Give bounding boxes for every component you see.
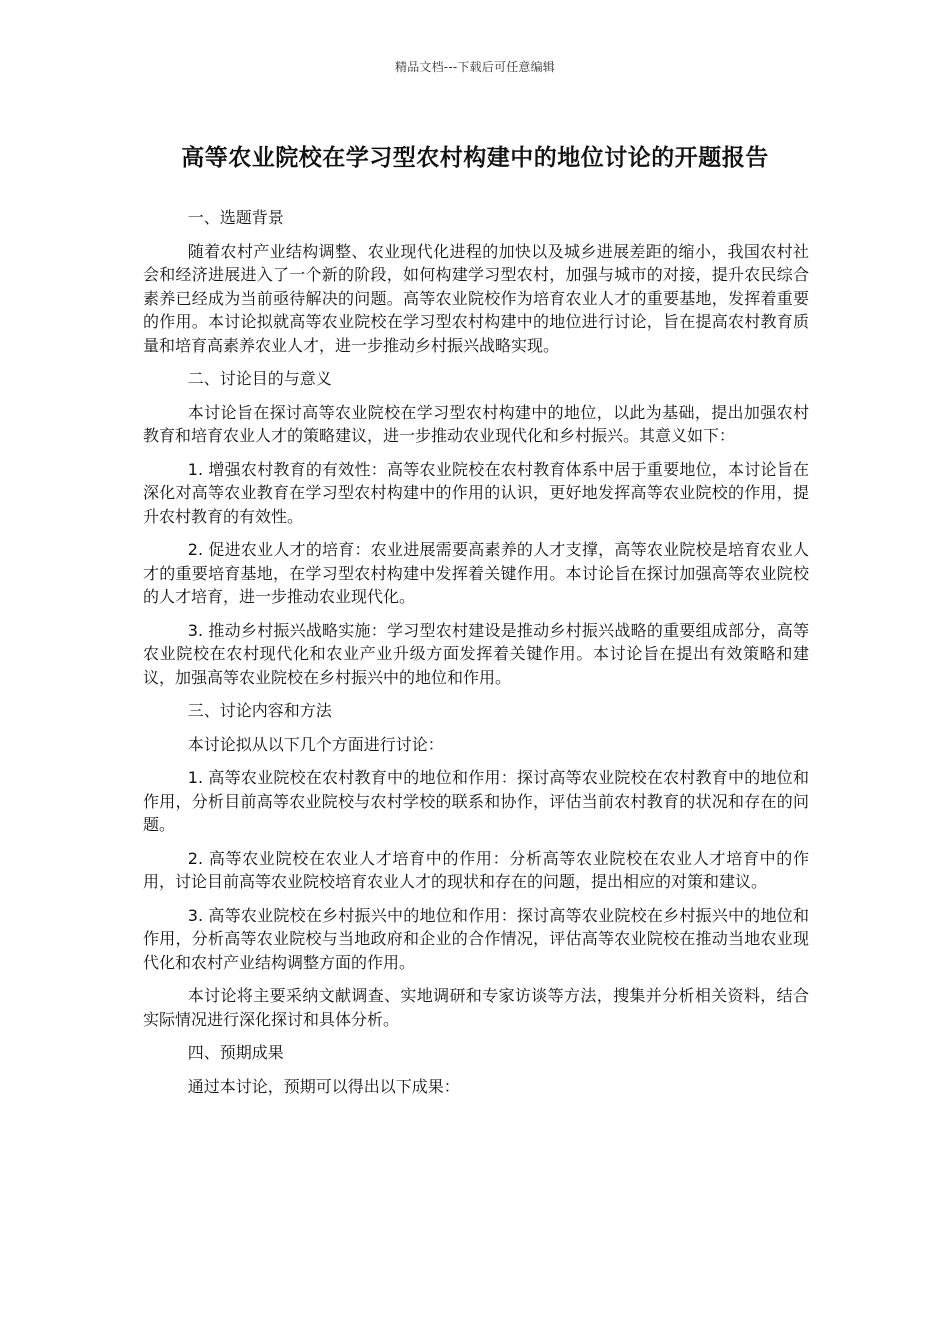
document-title: 高等农业院校在学习型农村构建中的地位讨论的开题报告	[181, 145, 769, 171]
list-item: 3. 高等农业院校在乡村振兴中的地位和作用：探讨高等农业院校在乡村振兴中的地位和作用，分析高等农业院校与当地政府和企业的合作情况，评估高等农业院校在推动当地农业现代化和农村产业结构调整方面的作用。	[143, 905, 809, 972]
paragraph: 本讨论旨在探讨高等农业院校在学习型农村构建中的地位，以此为基础，提出加强农村教育和培育农业人才的策略建议，进一步推动农业现代化和乡村振兴。其意义如下：	[143, 402, 809, 445]
section-heading: 三、讨论内容和方法	[187, 701, 332, 720]
header-note: 精品文档---下载后可任意编辑	[395, 60, 555, 74]
paragraph: 随着农村产业结构调整、农业现代化进程的加快以及城乡进展差距的缩小，我国农村社会和经济进展进入了一个新的阶段，如何构建学习型农村，加强与城市的对接，提升农民综合素养已经成为当前亟待解决的问题。高等农业院校作为培育农业人才的重要基地，发挥着重要的作用。本讨论拟就高等农业院校在学习型农村构建中的地位进行讨论，旨在提高农村教育质量和培育高素养农业人才，进一步推动乡村振兴战略实现。	[143, 241, 809, 355]
document-body	[143, 206, 809, 1108]
list-item: 2. 促进农业人才的培育：农业进展需要高素养的人才支撑，高等农业院校是培育农业人才的重要培育基地，在学习型农村构建中发挥着关键作用。本讨论旨在探讨加强高等农业院校的人才培育，进一步推动农业现代化。	[143, 540, 809, 606]
section-expected-results	[143, 1041, 809, 1098]
section-heading: 二、讨论目的与意义	[187, 369, 332, 388]
list-item: 1. 增强农村教育的有效性：高等农业院校在农村教育体系中居于重要地位，本讨论旨在深化对高等农业教育在学习型农村构建中的作用的认识，更好地发挥高等农业院校的作用，提升农村教育的有效性。	[143, 459, 809, 526]
paragraph: 通过本讨论，预期可以得出以下成果：	[187, 1076, 460, 1096]
list-item: 2. 高等农业院校在农业人才培育中的作用：分析高等农业院校在农业人才培育中的作用，讨论目前高等农业院校培育农业人才的现状和存在的问题，提出相应的对策和建议。	[143, 848, 809, 891]
section-background	[143, 206, 809, 357]
paragraph: 本讨论拟从以下几个方面进行讨论：	[187, 734, 444, 754]
list-item: 1. 高等农业院校在农村教育中的地位和作用：探讨高等农业院校在农村教育中的地位和作用，分析目前高等农业院校与农村学校的联系和协作，评估当前农村教育的状况和存在的问题。	[143, 768, 809, 834]
section-heading: 一、选题背景	[187, 208, 284, 227]
section-heading: 四、预期成果	[187, 1043, 284, 1062]
list-item: 3. 推动乡村振兴战略实施：学习型农村建设是推动乡村振兴战略的重要组成部分，高等农业院校在农村现代化和农业产业升级方面发挥着关键作用。本讨论旨在提出有效策略和建议，加强高等农业院校在乡村振兴中的地位和作用。	[143, 620, 809, 687]
section-purpose	[143, 367, 809, 689]
section-content-methods	[143, 699, 809, 1031]
paragraph: 本讨论将主要采纳文献调查、实地调研和专家访谈等方法，搜集并分析相关资料，结合实际情况进行深化探讨和具体分析。	[143, 986, 809, 1029]
